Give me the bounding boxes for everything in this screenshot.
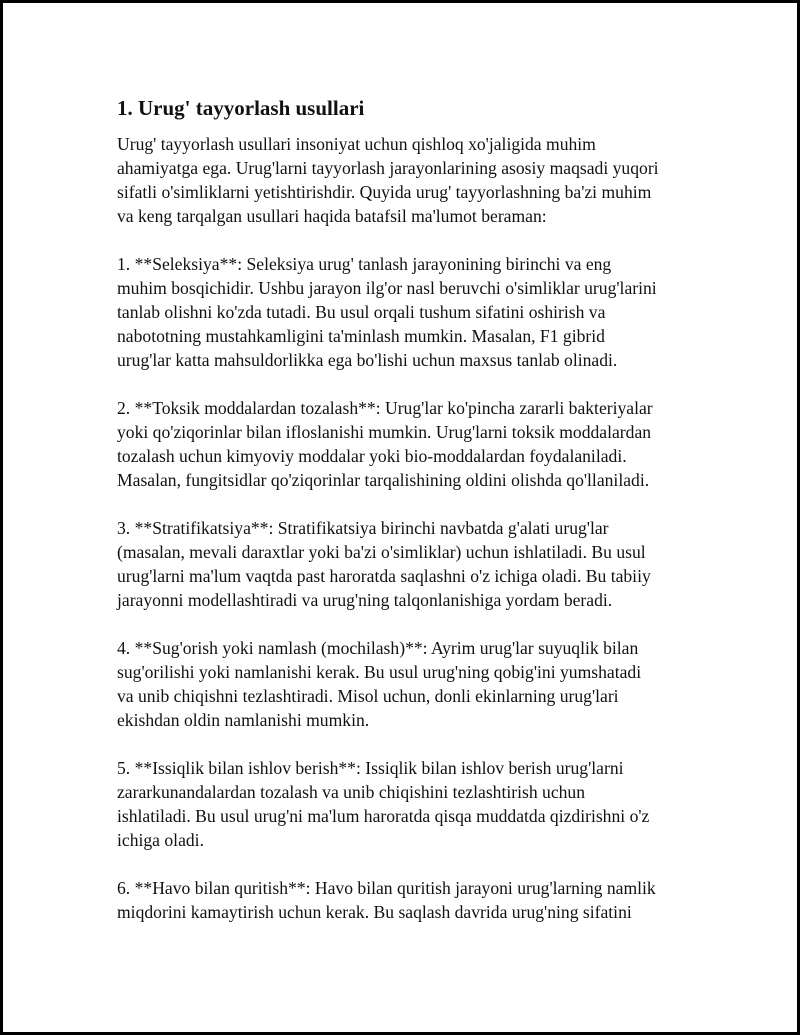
document-body bbox=[117, 94, 697, 948]
text-line: urug'larni ma'lum vaqtda past haroratda saqlashni o'z ichiga oladi. Bu tabiiy bbox=[117, 566, 651, 586]
text-line: 4. **Sug'orish yoki namlash (mochilash)**: Ayrim urug'lar suyuqlik bilan bbox=[117, 638, 639, 658]
text-line: ahamiyatga ega. Urug'larni tayyorlash jarayonlarining asosiy maqsadi yuqori bbox=[117, 158, 659, 178]
text-line: zararkunandalardan tozalash va unib chiqishini tezlashtirish uchun bbox=[117, 782, 586, 802]
text-line: muhim bosqichidir. Ushbu jarayon ilg'or nasl beruvchi o'simliklar urug'larini bbox=[117, 278, 657, 298]
text-line: tanlab olishni ko'zda tutadi. Bu usul orqali tushum sifatini oshirish va bbox=[117, 302, 606, 322]
text-line: 3. **Stratifikatsiya**: Stratifikatsiya birinchi navbatda g'alati urug'lar bbox=[117, 518, 609, 538]
text-line: sug'orilishi yoki namlanishi kerak. Bu usul urug'ning qobig'ini yumshatadi bbox=[117, 662, 642, 682]
text-line: tozalash uchun kimyoviy moddalar yoki bio-moddalardan foydalaniladi. bbox=[117, 446, 627, 466]
text-line: 2. **Toksik moddalardan tozalash**: Urug'lar ko'pincha zararli bakteriyalar bbox=[117, 398, 653, 418]
method-paragraph-stratifikatsiya bbox=[117, 516, 697, 612]
text-line: Urug' tayyorlash usullari insoniyat uchun qishloq xo'jaligida muhim bbox=[117, 134, 596, 154]
intro-paragraph bbox=[117, 132, 697, 228]
method-paragraph-issiqlik bbox=[117, 756, 697, 852]
text-line: Masalan, fungitsidlar qo'ziqorinlar tarqalishining oldini olishda qo'llaniladi. bbox=[117, 470, 650, 490]
method-paragraph-quritish bbox=[117, 876, 697, 924]
method-paragraph-seleksiya bbox=[117, 252, 697, 372]
text-line: sifatli o'simliklarni yetishtirishdir. Quyida urug' tayyorlashning ba'zi muhim bbox=[117, 182, 652, 202]
document-heading: 1. Urug' tayyorlash usullari bbox=[117, 96, 365, 120]
method-paragraph-tozalash bbox=[117, 396, 697, 492]
text-line: 6. **Havo bilan quritish**: Havo bilan quritish jarayoni urug'larning namlik bbox=[117, 878, 656, 898]
text-line: ishlatiladi. Bu usul urug'ni ma'lum haroratda qisqa muddatda qizdirishni o'z bbox=[117, 806, 650, 826]
text-line: jarayonni modellashtiradi va urug'ning talqonlanishiga yordam beradi. bbox=[117, 590, 613, 610]
text-line: nabototning mustahkamligini ta'minlash mumkin. Masalan, F1 gibrid bbox=[117, 326, 605, 346]
text-line: 1. **Seleksiya**: Seleksiya urug' tanlash jarayonining birinchi va eng bbox=[117, 254, 612, 274]
method-paragraph-namlash bbox=[117, 636, 697, 732]
text-line: 5. **Issiqlik bilan ishlov berish**: Issiqlik bilan ishlov berish urug'larni bbox=[117, 758, 624, 778]
text-line: ichiga oladi. bbox=[117, 830, 204, 850]
text-line: miqdorini kamaytirish uchun kerak. Bu saqlash davrida urug'ning sifatini bbox=[117, 902, 632, 922]
text-line: urug'lar katta mahsuldorlikka ega bo'lishi uchun maxsus tanlab olinadi. bbox=[117, 350, 618, 370]
text-line: ekishdan oldin namlanishi mumkin. bbox=[117, 710, 370, 730]
text-line: (masalan, mevali daraxtlar yoki ba'zi o'simliklar) uchun ishlatiladi. Bu usul bbox=[117, 542, 646, 562]
text-line: yoki qo'ziqorinlar bilan ifloslanishi mumkin. Urug'larni toksik moddalardan bbox=[117, 422, 652, 442]
text-line: va unib chiqishni tezlashtiradi. Misol uchun, donli ekinlarning urug'lari bbox=[117, 686, 619, 706]
text-line: va keng tarqalgan usullari haqida batafsil ma'lumot beraman: bbox=[117, 206, 547, 226]
